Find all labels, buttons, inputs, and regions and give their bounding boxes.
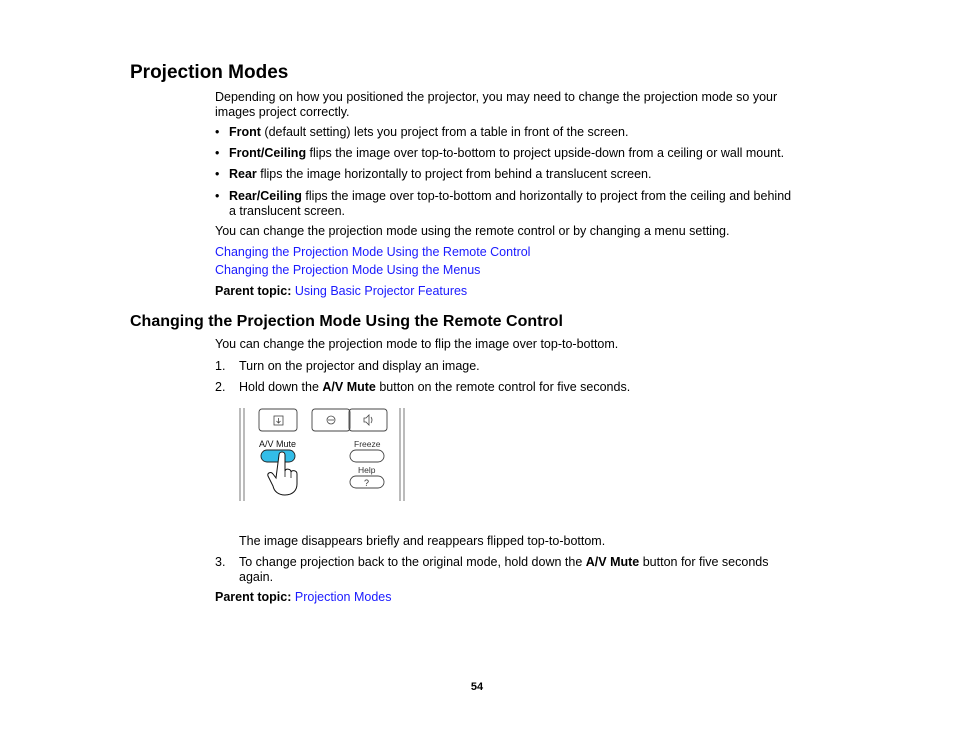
bullet-text: flips the image over top-to-bottom and horizontally to project from the ceiling and behind <box>301 189 792 203</box>
step-3-post: button for five seconds <box>639 555 769 569</box>
step-2 <box>239 380 630 395</box>
remote-control-figure <box>236 405 408 503</box>
bullet-text-line-2: a translucent screen. <box>229 204 346 218</box>
step-3-line-2: again. <box>239 570 274 584</box>
step-3-pre: To change projection back to the original mode, hold down the <box>239 555 586 569</box>
bullet-text: flips the image over top-to-bottom to project upside-down from a ceiling or wall mount. <box>306 146 785 160</box>
bullet-term: Rear/Ceiling <box>229 189 302 203</box>
link-menus[interactable]: Changing the Projection Mode Using the Menus <box>215 263 481 277</box>
link-remote-control[interactable]: Changing the Projection Mode Using the Remote Control <box>215 245 531 259</box>
bullet-marker: • <box>215 125 220 139</box>
top-button <box>349 409 387 431</box>
page-number: 54 <box>470 681 484 693</box>
step-3-bold: A/V Mute <box>585 555 640 569</box>
bullet-text: (default setting) lets you project from a table in front of the screen. <box>260 125 629 139</box>
step-number: 2. <box>215 380 226 394</box>
freeze-label: Freeze <box>354 439 381 449</box>
bullet-term: Rear <box>229 167 257 181</box>
parent-topic-label: Parent topic: <box>215 284 292 298</box>
intro-line-1: Depending on how you positioned the projector, you may need to change the projection mode so your <box>215 90 778 104</box>
bullet-rear <box>229 167 651 182</box>
bullet-term: Front <box>229 125 261 139</box>
parent-topic-label: Parent topic: <box>215 590 292 604</box>
intro-paragraph <box>215 90 777 120</box>
help-symbol: ? <box>364 478 370 488</box>
step-2-pre: Hold down the <box>239 380 323 394</box>
change-mode-paragraph: You can change the projection mode using the remote control or by changing a menu setting. <box>215 224 730 238</box>
parent-topic-2 <box>215 590 391 605</box>
step-2-post: button on the remote control for five seconds. <box>375 380 631 394</box>
step-3 <box>239 555 769 585</box>
link-parent-projection-modes[interactable]: Projection Modes <box>294 590 392 604</box>
step-number: 1. <box>215 359 226 373</box>
bullet-rear-ceiling <box>229 189 791 219</box>
section-title: Changing the Projection Mode Using the Remote Control <box>130 313 563 330</box>
av-mute-label: A/V Mute <box>259 439 297 449</box>
bullet-front <box>229 125 629 140</box>
freeze-button <box>350 450 384 462</box>
bullet-front-ceiling <box>229 146 784 161</box>
bullet-marker: • <box>215 189 220 203</box>
bullet-marker: • <box>215 167 220 181</box>
link-parent-topic[interactable]: Using Basic Projector Features <box>294 284 468 298</box>
step-2-result: The image disappears briefly and reappears flipped top-to-bottom. <box>239 534 606 548</box>
bullet-marker: • <box>215 146 220 160</box>
step-2-bold: A/V Mute <box>322 380 376 394</box>
page-title: Projection Modes <box>130 62 289 83</box>
step-1: Turn on the projector and display an image. <box>239 359 480 373</box>
arrow-down-icon <box>277 418 281 423</box>
section-intro: You can change the projection mode to flip the image over top-to-bottom. <box>215 337 619 351</box>
help-label: Help <box>358 465 376 475</box>
volume-icon <box>364 415 372 425</box>
step-number: 3. <box>215 555 226 569</box>
intro-line-2: images project correctly. <box>215 105 350 119</box>
bullet-text: flips the image horizontally to project from behind a translucent screen. <box>256 167 652 181</box>
top-button <box>259 409 297 431</box>
parent-topic-1 <box>215 284 467 299</box>
bullet-term: Front/Ceiling <box>229 146 307 160</box>
